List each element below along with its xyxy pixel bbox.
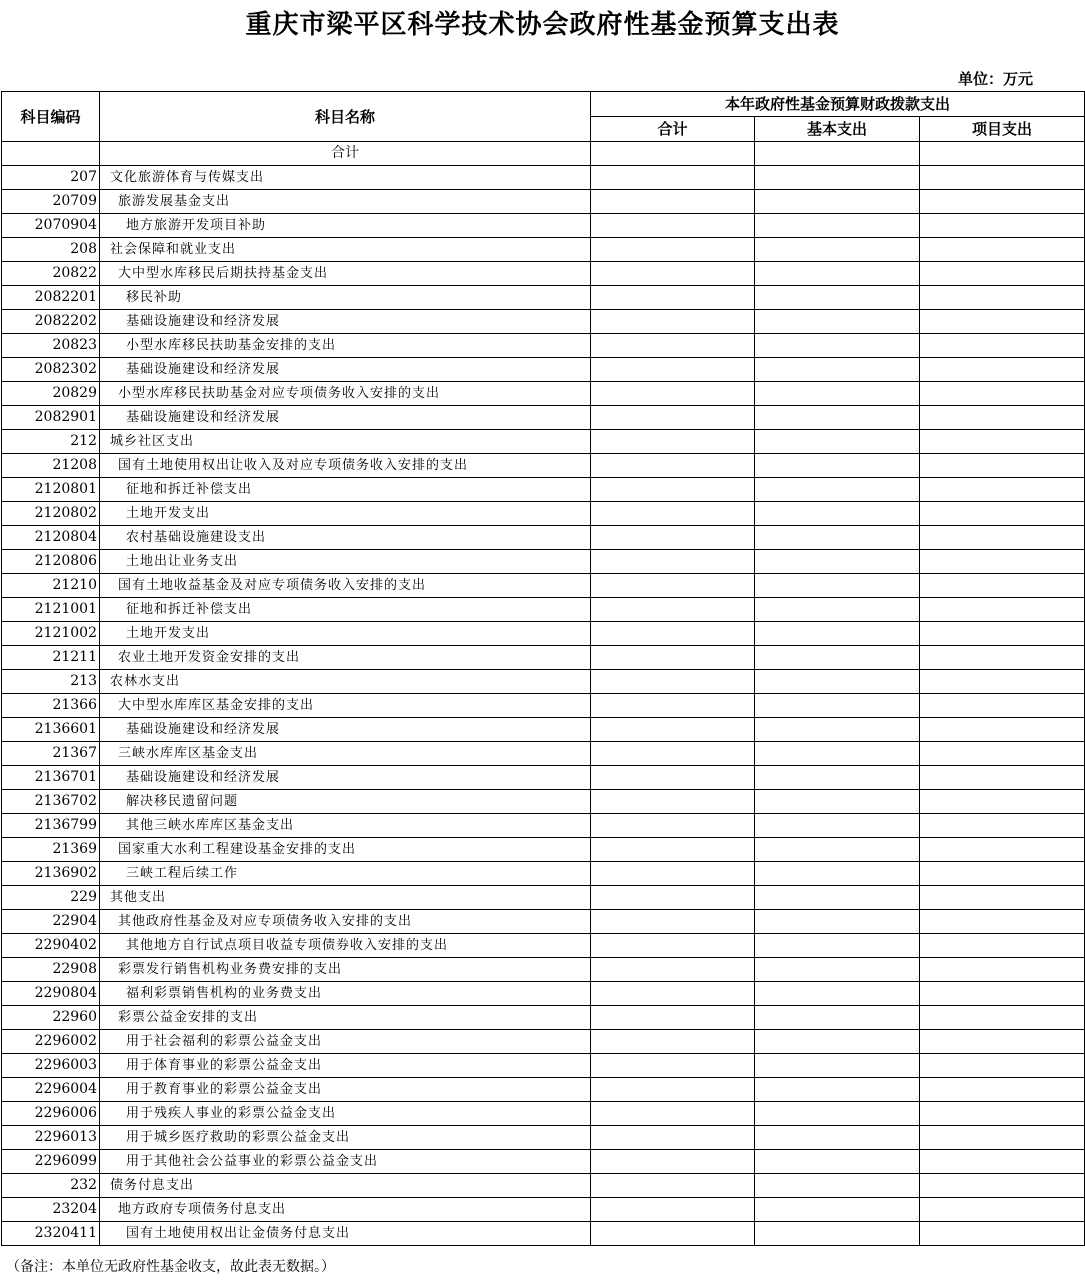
row-name: 大中型水库库区基金安排的支出 [100, 694, 591, 718]
row-basic [755, 406, 920, 430]
row-basic [755, 670, 920, 694]
row-code: 2290804 [2, 982, 100, 1006]
row-code: 21367 [2, 742, 100, 766]
row-name: 用于城乡医疗救助的彩票公益金支出 [100, 1126, 591, 1150]
header-code: 科目编码 [2, 92, 100, 142]
table-row [2, 334, 1085, 358]
table-row [2, 838, 1085, 862]
row-code: 20822 [2, 262, 100, 286]
table-row [2, 622, 1085, 646]
table-row [2, 430, 1085, 454]
row-code: 2082302 [2, 358, 100, 382]
table-row [2, 862, 1085, 886]
row-basic [755, 262, 920, 286]
table-row [2, 406, 1085, 430]
row-code: 20709 [2, 190, 100, 214]
row-project [920, 478, 1085, 502]
budget-table [1, 91, 1085, 1246]
table-row [2, 478, 1085, 502]
row-basic [755, 934, 920, 958]
row-total [591, 790, 755, 814]
row-basic [755, 790, 920, 814]
row-name: 农村基础设施建设支出 [100, 526, 591, 550]
row-project [920, 1078, 1085, 1102]
row-project [920, 934, 1085, 958]
row-code: 20829 [2, 382, 100, 406]
row-total [591, 598, 755, 622]
row-total [591, 766, 755, 790]
row-project [920, 238, 1085, 262]
row-basic [755, 910, 920, 934]
row-name: 城乡社区支出 [100, 430, 591, 454]
table-row [2, 766, 1085, 790]
header-group: 本年政府性基金预算财政拨款支出 [591, 92, 1085, 117]
row-project [920, 958, 1085, 982]
row-code: 2296002 [2, 1030, 100, 1054]
row-name: 债务付息支出 [100, 1174, 591, 1198]
row-total [591, 814, 755, 838]
row-total [591, 1078, 755, 1102]
row-total [591, 1102, 755, 1126]
row-total [591, 550, 755, 574]
row-total [591, 358, 755, 382]
row-project [920, 286, 1085, 310]
row-name: 国有土地使用权出让金债务付息支出 [100, 1222, 591, 1246]
row-name: 用于社会福利的彩票公益金支出 [100, 1030, 591, 1054]
row-total [591, 502, 755, 526]
row-name: 其他支出 [100, 886, 591, 910]
table-row [2, 358, 1085, 382]
row-total [591, 1198, 755, 1222]
row-name: 地方政府专项债务付息支出 [100, 1198, 591, 1222]
row-code: 2082202 [2, 310, 100, 334]
row-total [591, 190, 755, 214]
row-basic [755, 190, 920, 214]
table-row [2, 958, 1085, 982]
row-basic [755, 886, 920, 910]
row-name: 基础设施建设和经济发展 [100, 358, 591, 382]
row-total [591, 838, 755, 862]
row-code: 21369 [2, 838, 100, 862]
row-project [920, 262, 1085, 286]
total-row-label: 合计 [100, 142, 591, 166]
row-project [920, 454, 1085, 478]
total-row-basic [755, 142, 920, 166]
row-project [920, 646, 1085, 670]
row-code: 212 [2, 430, 100, 454]
row-project [920, 1030, 1085, 1054]
row-code: 229 [2, 886, 100, 910]
row-name: 土地出让业务支出 [100, 550, 591, 574]
row-basic [755, 574, 920, 598]
row-total [591, 622, 755, 646]
row-total [591, 1006, 755, 1030]
row-name: 小型水库移民扶助基金对应专项债务收入安排的支出 [100, 382, 591, 406]
row-basic [755, 982, 920, 1006]
row-name: 基础设施建设和经济发展 [100, 766, 591, 790]
row-basic [755, 1030, 920, 1054]
unit-label: 单位：万元 [958, 70, 1034, 88]
row-code: 2136701 [2, 766, 100, 790]
table-row [2, 166, 1085, 190]
table-row [2, 502, 1085, 526]
row-code: 2136702 [2, 790, 100, 814]
row-project [920, 166, 1085, 190]
row-code: 213 [2, 670, 100, 694]
row-basic [755, 814, 920, 838]
row-project [920, 910, 1085, 934]
footnote: （备注：本单位无政府性基金收支，故此表无数据。） [6, 1259, 335, 1275]
row-total [591, 214, 755, 238]
table-row [2, 1150, 1085, 1174]
table-row [2, 910, 1085, 934]
row-code: 2290402 [2, 934, 100, 958]
row-name: 国有土地收益基金及对应专项债务收入安排的支出 [100, 574, 591, 598]
row-project [920, 718, 1085, 742]
row-basic [755, 598, 920, 622]
row-code: 2296004 [2, 1078, 100, 1102]
total-row-project [920, 142, 1085, 166]
row-basic [755, 958, 920, 982]
row-code: 2296003 [2, 1054, 100, 1078]
row-name: 征地和拆迁补偿支出 [100, 478, 591, 502]
row-total [591, 1126, 755, 1150]
table-row [2, 454, 1085, 478]
row-code: 2296006 [2, 1102, 100, 1126]
table-row [2, 286, 1085, 310]
table-row [2, 982, 1085, 1006]
table-row [2, 1030, 1085, 1054]
row-project [920, 1054, 1085, 1078]
row-name: 地方旅游开发项目补助 [100, 214, 591, 238]
row-code: 2120806 [2, 550, 100, 574]
row-project [920, 742, 1085, 766]
row-basic [755, 478, 920, 502]
row-code: 2070904 [2, 214, 100, 238]
table-row [2, 670, 1085, 694]
row-project [920, 982, 1085, 1006]
table-row [2, 646, 1085, 670]
row-code: 207 [2, 166, 100, 190]
row-name: 文化旅游体育与传媒支出 [100, 166, 591, 190]
row-code: 21210 [2, 574, 100, 598]
row-code: 21211 [2, 646, 100, 670]
row-total [591, 478, 755, 502]
table-row [2, 814, 1085, 838]
row-code: 2320411 [2, 1222, 100, 1246]
row-name: 用于残疾人事业的彩票公益金支出 [100, 1102, 591, 1126]
row-project [920, 1198, 1085, 1222]
table-row [2, 1078, 1085, 1102]
row-total [591, 1030, 755, 1054]
row-basic [755, 838, 920, 862]
row-total [591, 1222, 755, 1246]
row-project [920, 502, 1085, 526]
row-total [591, 382, 755, 406]
row-code: 22904 [2, 910, 100, 934]
row-project [920, 310, 1085, 334]
row-name: 小型水库移民扶助基金安排的支出 [100, 334, 591, 358]
header-total: 合计 [591, 117, 755, 142]
row-name: 国有土地使用权出让收入及对应专项债务收入安排的支出 [100, 454, 591, 478]
row-total [591, 430, 755, 454]
row-project [920, 886, 1085, 910]
row-project [920, 334, 1085, 358]
row-code: 2296099 [2, 1150, 100, 1174]
row-project [920, 598, 1085, 622]
total-row-code [2, 142, 100, 166]
table-row [2, 790, 1085, 814]
table-row [2, 1198, 1085, 1222]
row-total [591, 910, 755, 934]
row-total [591, 1054, 755, 1078]
header-name: 科目名称 [100, 92, 591, 142]
table-row [2, 1054, 1085, 1078]
row-code: 22908 [2, 958, 100, 982]
row-total [591, 166, 755, 190]
table-row [2, 886, 1085, 910]
row-code: 208 [2, 238, 100, 262]
row-project [920, 1126, 1085, 1150]
row-code: 2082201 [2, 286, 100, 310]
row-total [591, 886, 755, 910]
row-name: 大中型水库移民后期扶持基金支出 [100, 262, 591, 286]
row-basic [755, 622, 920, 646]
total-row-amount [591, 142, 755, 166]
row-basic [755, 526, 920, 550]
row-project [920, 1174, 1085, 1198]
row-basic [755, 1102, 920, 1126]
row-basic [755, 1222, 920, 1246]
row-project [920, 190, 1085, 214]
row-name: 征地和拆迁补偿支出 [100, 598, 591, 622]
row-project [920, 670, 1085, 694]
row-project [920, 1006, 1085, 1030]
row-total [591, 1150, 755, 1174]
row-name: 解决移民遗留问题 [100, 790, 591, 814]
row-project [920, 550, 1085, 574]
row-project [920, 382, 1085, 406]
table-row [2, 934, 1085, 958]
header-project: 项目支出 [920, 117, 1085, 142]
row-project [920, 358, 1085, 382]
row-total [591, 646, 755, 670]
table-row [2, 550, 1085, 574]
row-project [920, 694, 1085, 718]
row-basic [755, 430, 920, 454]
row-basic [755, 718, 920, 742]
row-name: 其他地方自行试点项目收益专项债券收入安排的支出 [100, 934, 591, 958]
row-code: 2296013 [2, 1126, 100, 1150]
row-basic [755, 214, 920, 238]
row-name: 福利彩票销售机构的业务费支出 [100, 982, 591, 1006]
row-code: 2136799 [2, 814, 100, 838]
row-basic [755, 1198, 920, 1222]
table-row [2, 1126, 1085, 1150]
row-basic [755, 646, 920, 670]
row-basic [755, 1126, 920, 1150]
row-basic [755, 862, 920, 886]
row-project [920, 1222, 1085, 1246]
row-code: 2121002 [2, 622, 100, 646]
row-total [591, 574, 755, 598]
row-basic [755, 1174, 920, 1198]
row-basic [755, 358, 920, 382]
table-row [2, 526, 1085, 550]
table-row [2, 1222, 1085, 1246]
row-code: 2120802 [2, 502, 100, 526]
row-basic [755, 1078, 920, 1102]
row-name: 用于其他社会公益事业的彩票公益金支出 [100, 1150, 591, 1174]
row-basic [755, 742, 920, 766]
row-code: 23204 [2, 1198, 100, 1222]
row-total [591, 982, 755, 1006]
row-project [920, 526, 1085, 550]
row-name: 其他政府性基金及对应专项债务收入安排的支出 [100, 910, 591, 934]
row-project [920, 574, 1085, 598]
row-name: 用于教育事业的彩票公益金支出 [100, 1078, 591, 1102]
row-total [591, 454, 755, 478]
row-code: 21366 [2, 694, 100, 718]
row-total [591, 262, 755, 286]
row-code: 2136902 [2, 862, 100, 886]
row-name: 用于体育事业的彩票公益金支出 [100, 1054, 591, 1078]
row-name: 社会保障和就业支出 [100, 238, 591, 262]
table-row [2, 382, 1085, 406]
row-basic [755, 334, 920, 358]
row-name: 农林水支出 [100, 670, 591, 694]
row-basic [755, 382, 920, 406]
row-name: 彩票发行销售机构业务费安排的支出 [100, 958, 591, 982]
row-basic [755, 550, 920, 574]
row-name: 三峡工程后续工作 [100, 862, 591, 886]
row-total [591, 238, 755, 262]
row-name: 国家重大水利工程建设基金安排的支出 [100, 838, 591, 862]
row-total [591, 406, 755, 430]
row-name: 移民补助 [100, 286, 591, 310]
row-basic [755, 454, 920, 478]
table-row [2, 574, 1085, 598]
row-basic [755, 694, 920, 718]
table-row [2, 598, 1085, 622]
row-name: 彩票公益金安排的支出 [100, 1006, 591, 1030]
row-name: 其他三峡水库库区基金支出 [100, 814, 591, 838]
table-row [2, 718, 1085, 742]
row-project [920, 790, 1085, 814]
row-code: 2136601 [2, 718, 100, 742]
row-code: 22960 [2, 1006, 100, 1030]
row-total [591, 526, 755, 550]
row-total [591, 862, 755, 886]
table-row [2, 190, 1085, 214]
row-basic [755, 1150, 920, 1174]
table-row [2, 742, 1085, 766]
table-row [2, 310, 1085, 334]
row-basic [755, 166, 920, 190]
row-basic [755, 766, 920, 790]
row-total [591, 742, 755, 766]
row-code: 2120804 [2, 526, 100, 550]
row-project [920, 1150, 1085, 1174]
row-name: 基础设施建设和经济发展 [100, 718, 591, 742]
row-name: 土地开发支出 [100, 502, 591, 526]
row-project [920, 1102, 1085, 1126]
table-row [2, 1174, 1085, 1198]
row-project [920, 814, 1085, 838]
row-basic [755, 1054, 920, 1078]
row-total [591, 334, 755, 358]
row-basic [755, 238, 920, 262]
row-total [591, 958, 755, 982]
row-name: 三峡水库库区基金支出 [100, 742, 591, 766]
row-basic [755, 502, 920, 526]
table-row [2, 694, 1085, 718]
row-basic [755, 310, 920, 334]
table-row [2, 262, 1085, 286]
row-code: 20823 [2, 334, 100, 358]
row-total [591, 310, 755, 334]
row-total [591, 934, 755, 958]
row-name: 农业土地开发资金安排的支出 [100, 646, 591, 670]
row-code: 2082901 [2, 406, 100, 430]
row-project [920, 766, 1085, 790]
row-code: 232 [2, 1174, 100, 1198]
row-total [591, 694, 755, 718]
table-row [2, 238, 1085, 262]
table-row [2, 1102, 1085, 1126]
total-row [2, 142, 1085, 166]
row-project [920, 862, 1085, 886]
row-name: 基础设施建设和经济发展 [100, 310, 591, 334]
row-total [591, 718, 755, 742]
row-project [920, 214, 1085, 238]
row-total [591, 670, 755, 694]
row-project [920, 622, 1085, 646]
row-project [920, 838, 1085, 862]
header-basic: 基本支出 [755, 117, 920, 142]
row-basic [755, 1006, 920, 1030]
row-code: 2120801 [2, 478, 100, 502]
row-name: 基础设施建设和经济发展 [100, 406, 591, 430]
page-title: 重庆市梁平区科学技术协会政府性基金预算支出表 [245, 10, 840, 40]
row-name: 旅游发展基金支出 [100, 190, 591, 214]
row-code: 21208 [2, 454, 100, 478]
row-basic [755, 286, 920, 310]
row-name: 土地开发支出 [100, 622, 591, 646]
row-project [920, 430, 1085, 454]
row-code: 2121001 [2, 598, 100, 622]
row-project [920, 406, 1085, 430]
table-row [2, 1006, 1085, 1030]
table-row [2, 214, 1085, 238]
row-total [591, 1174, 755, 1198]
row-total [591, 286, 755, 310]
